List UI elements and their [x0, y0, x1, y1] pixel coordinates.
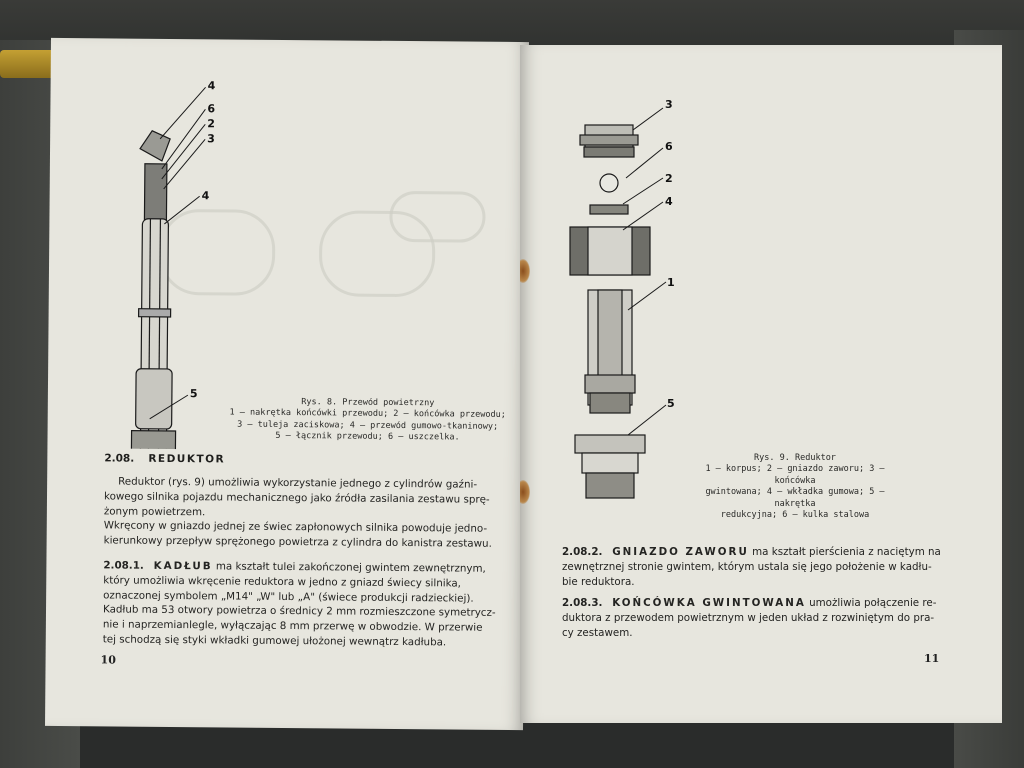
- stain: [520, 259, 530, 283]
- page-number: 10: [100, 653, 116, 667]
- stain: [520, 480, 530, 504]
- left-page: [45, 38, 529, 730]
- caption-line: redukcyjna; 6 — kulka stalowa: [720, 510, 870, 521]
- subsection-paragraph: [103, 558, 500, 650]
- leader-lines: [608, 100, 758, 480]
- section-heading: [104, 452, 225, 465]
- figure-caption: [685, 453, 905, 522]
- figure-label: 4: [665, 195, 673, 208]
- subsection-number: 2.08.2.: [562, 546, 603, 558]
- caption-line: 3 — tuleja zaciskowa; 4 — przewód gumowo-tkaninowy;: [237, 419, 499, 432]
- text-line: umożliwia połączenie re-: [809, 597, 937, 609]
- text-line: żonym powietrzem.: [103, 505, 206, 518]
- caption-line: gwintowana; 4 — wkładka gumowa; 5 — nakrętka: [705, 487, 885, 509]
- caption-line: 5 — łącznik przewodu; 6 — uszczelka.: [275, 431, 460, 443]
- paragraph: [104, 474, 501, 551]
- caption-title: Rys. 9. Reduktor: [754, 453, 836, 463]
- figure-label: 4: [207, 79, 216, 93]
- text-line: ma kształt pierścienia z naciętym na: [752, 546, 941, 558]
- caption-line: 1 — nakrętka końcówki przewodu; 2 — końcówka przewodu;: [229, 407, 506, 421]
- subsection-title: KOŃCÓWKA GWINTOWANA: [612, 597, 806, 609]
- text-line: duktora z przewodem powietrznym w jeden układ z rozwiniętym do pra-: [562, 611, 935, 624]
- text-line: zewnętrznej stronie gwintem, którym ustala się jego położenie w kadłu-: [562, 560, 932, 573]
- figure-label: 3: [207, 132, 215, 146]
- figure-label: 4: [201, 189, 210, 203]
- subsection-number: 2.08.1.: [103, 559, 144, 572]
- figure-label: 3: [665, 98, 673, 111]
- subsection-title: GNIAZDO ZAWORU: [612, 546, 749, 558]
- text-line: cy zestawem.: [562, 626, 633, 639]
- subsection-first-line: [562, 545, 962, 560]
- subsection-paragraph: [562, 545, 962, 589]
- subsection-paragraph: [562, 596, 962, 640]
- figure-label: 2: [207, 117, 215, 131]
- figure-label: 6: [665, 140, 673, 153]
- caption-line: 1 — korpus; 2 — gniazdo zaworu; 3 — końcówka: [705, 464, 885, 486]
- text-line: bie reduktora.: [562, 575, 635, 588]
- text-line: który umożliwia wkręcenie reduktora w jedno z gniazd świecy silnika,: [103, 574, 462, 590]
- section-title: REDUKTOR: [148, 452, 226, 466]
- subsection-first-line: [562, 596, 962, 611]
- text-line: Wkręcony w gniazdo jednej ze świec zapłonowych silnika powoduje jedno-: [103, 519, 488, 536]
- text-line: oznaczonej symbolem „M14" „W" lub „A" (świece produkcji radzieckiej).: [103, 588, 474, 605]
- text-line: Reduktor (rys. 9) umożliwia wykorzystanie jednego z cylindrów gaźni-: [118, 475, 478, 491]
- figure-label: 6: [207, 102, 216, 116]
- figure-label: 1: [667, 276, 675, 289]
- figure-label: 5: [667, 397, 675, 410]
- section-number: 2.08.: [104, 452, 135, 465]
- text-line: kierunkowy przepływ sprężonego powietrza z cylindra do kanistra zestawu.: [103, 534, 492, 550]
- text-line: kowego silnika pojazdu mechanicznego jako źródła zasilania zestawu sprę-: [103, 490, 490, 506]
- figure-label: 5: [189, 387, 198, 401]
- show-through-shape: [389, 191, 485, 243]
- page-number: 11: [924, 652, 940, 665]
- text-line: ma kształt tulei zakończonej gwintem zewnętrznym,: [215, 560, 486, 575]
- text-line: nie i naprzemianlegle, wyłączając 8 mm przerwę w obwodzie. W przerwie: [102, 618, 483, 634]
- figure-caption: [217, 396, 517, 444]
- text-line: Kadłub ma 53 otwory powietrza o średnicy 2 mm rozmieszczone symetrycz-: [102, 603, 496, 620]
- text-line: tej schodzą się styki wkładki gumowej ułożonej wewnątrz kadłuba.: [102, 633, 447, 649]
- right-page: [520, 45, 1002, 723]
- subsection-title: KADŁUB: [153, 559, 213, 573]
- caption-title: Rys. 8. Przewód powietrzny: [301, 397, 435, 409]
- figure-label: 2: [665, 172, 673, 185]
- subsection-number: 2.08.3.: [562, 597, 603, 609]
